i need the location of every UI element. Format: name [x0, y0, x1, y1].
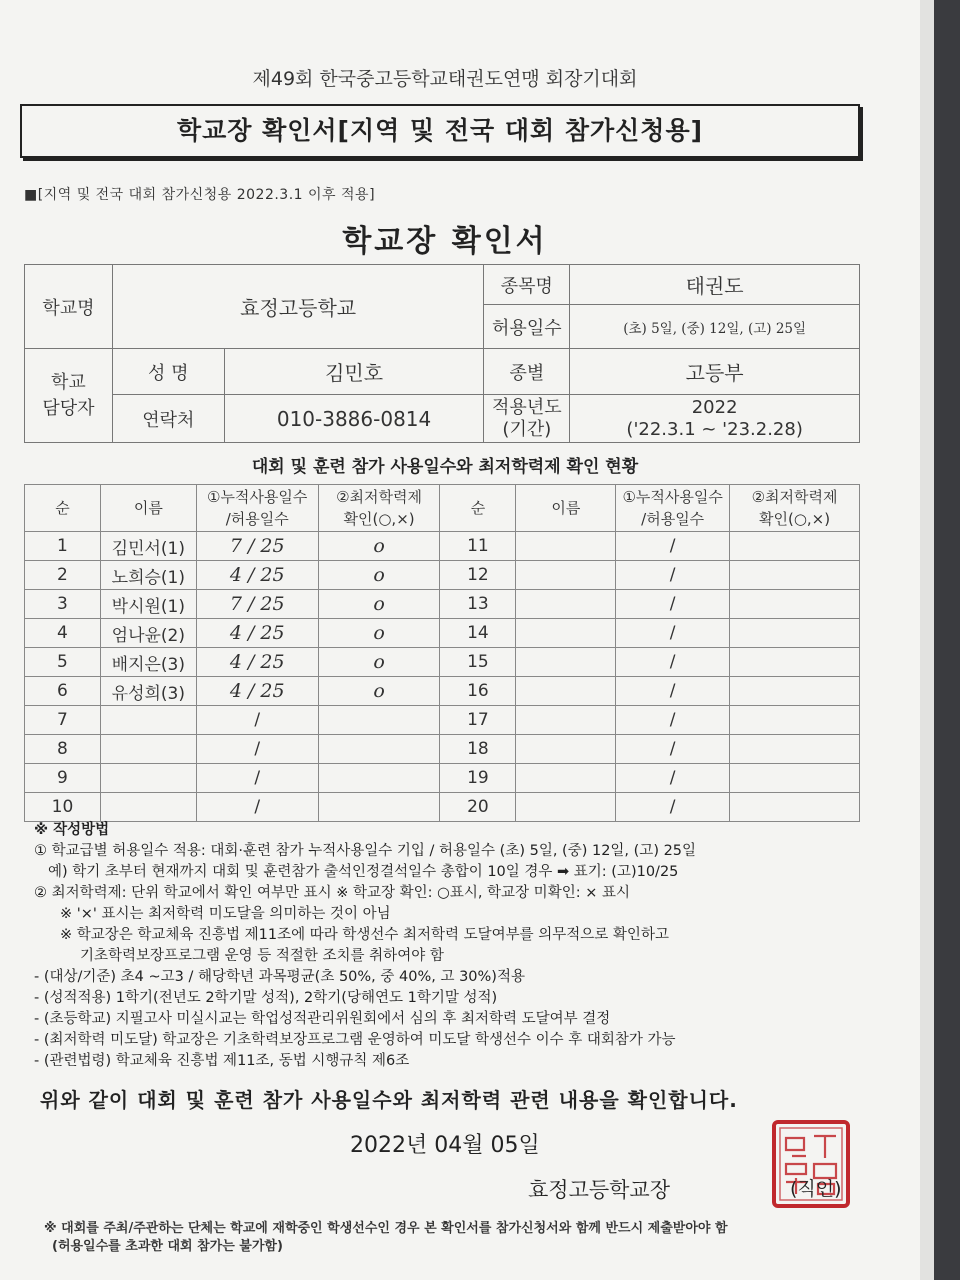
row-number: 6 — [25, 677, 101, 706]
grade-check — [318, 764, 440, 793]
method-line: ※ '×' 표시는 최저학력 미도달을 의미하는 것이 아님 — [60, 906, 391, 922]
student-name — [100, 793, 196, 822]
student-name: 노희승(1) — [100, 561, 196, 590]
col-name: 이름 — [100, 485, 196, 532]
student-name: 김민서(1) — [100, 532, 196, 561]
grade-check: o — [318, 590, 440, 619]
paper-edge — [920, 0, 934, 1280]
row-number: 15 — [440, 648, 516, 677]
document-title: 학교장 확인서 — [342, 224, 548, 259]
method-line: - (초등학교) 지필고사 미실시교는 학업성적관리위원회에서 심의 후 최저학력 도달여부 결정 — [34, 1011, 611, 1027]
issue-date: 2022년 04월 05일 — [350, 1133, 540, 1158]
name-label: 성 명 — [112, 349, 224, 395]
form-title: 학교장 확인서[지역 및 전국 대회 참가신청용] — [20, 104, 860, 158]
event-title: 제49회 한국중고등학교태권도연맹 회장기대회 — [252, 68, 638, 90]
grade-check — [730, 735, 860, 764]
student-name — [516, 764, 616, 793]
grade-check: o — [318, 648, 440, 677]
days-used: / — [196, 764, 318, 793]
footnote-line: (허용일수를 초과한 대회 참가는 불가함) — [52, 1239, 283, 1254]
days-used: / — [616, 619, 730, 648]
grade-check — [730, 619, 860, 648]
table-header — [25, 485, 860, 532]
row-number: 2 — [25, 561, 101, 590]
footnote — [44, 1220, 728, 1256]
days-used: / — [616, 561, 730, 590]
grade-check — [730, 793, 860, 822]
school-value: 효정고등학교 — [112, 265, 484, 349]
student-name — [516, 793, 616, 822]
days-used: / — [196, 793, 318, 822]
year-label: 적용년도 (기간) — [484, 395, 570, 443]
days-used: 7 / 25 — [196, 532, 318, 561]
contact-label: 연락처 — [112, 395, 224, 443]
grade-check — [730, 677, 860, 706]
student-name — [516, 735, 616, 764]
student-name — [516, 561, 616, 590]
row-number: 1 — [25, 532, 101, 561]
row-number: 8 — [25, 735, 101, 764]
col-days: ①누적사용일수 /허용일수 — [196, 485, 318, 532]
table-row — [25, 590, 860, 619]
table-row — [25, 619, 860, 648]
table-row — [25, 677, 860, 706]
status-title: 대회 및 훈련 참가 사용일수와 최저학력제 확인 현황 — [251, 457, 639, 477]
name-value: 김민호 — [224, 349, 484, 395]
days-used: / — [196, 735, 318, 764]
row-number: 9 — [25, 764, 101, 793]
row-number: 16 — [440, 677, 516, 706]
student-name — [516, 619, 616, 648]
row-number: 5 — [25, 648, 101, 677]
sport-value: 태권도 — [570, 265, 860, 305]
row-number: 4 — [25, 619, 101, 648]
col-name: 이름 — [516, 485, 616, 532]
table-row — [25, 648, 860, 677]
method-line: ※ 학교장은 학교체육 진흥법 제11조에 따라 학생선수 최저학력 도달여부를 의무적으로 확인하고 — [60, 927, 669, 943]
division-label: 종별 — [484, 349, 570, 395]
grade-check — [730, 532, 860, 561]
row-number: 3 — [25, 590, 101, 619]
grade-check: o — [318, 561, 440, 590]
days-used: / — [616, 735, 730, 764]
seal-label: (직인) — [790, 1178, 842, 1200]
grade-check — [730, 648, 860, 677]
days-used: / — [616, 677, 730, 706]
student-name — [516, 648, 616, 677]
student-name — [516, 677, 616, 706]
days-used: / — [616, 706, 730, 735]
method-line: 예) 학기 초부터 현재까지 대회 및 훈련참가 출석인정결석일수 총합이 10일 경우 ➡ 표기: (고)10/25 — [48, 864, 679, 880]
student-name — [100, 735, 196, 764]
grade-check — [730, 561, 860, 590]
sub-note: ■[지역 및 전국 대회 참가신청용 2022.3.1 이후 적용] — [24, 187, 376, 203]
grade-check — [318, 793, 440, 822]
grade-check — [318, 735, 440, 764]
row-number: 12 — [440, 561, 516, 590]
method-line: ① 학교급별 허용일수 적용: 대회·훈련 참가 누적사용일수 기입 / 허용일수 (초) 5일, (중) 12일, (고) 25일 — [34, 843, 697, 859]
col-check: ②최저학력제 확인(○,×) — [318, 485, 440, 532]
grade-check: o — [318, 677, 440, 706]
method-line: 기초학력보장프로그램 운영 등 적절한 조치를 취하여야 함 — [80, 948, 444, 964]
col-no: 순 — [25, 485, 101, 532]
row-number: 17 — [440, 706, 516, 735]
row-number: 18 — [440, 735, 516, 764]
col-check: ②최저학력제 확인(○,×) — [730, 485, 860, 532]
division-value: 고등부 — [570, 349, 860, 395]
days-used: / — [616, 793, 730, 822]
student-name — [516, 590, 616, 619]
days-used: 7 / 25 — [196, 590, 318, 619]
table-row — [25, 735, 860, 764]
sport-label: 종목명 — [484, 265, 570, 305]
days-used: 4 / 25 — [196, 648, 318, 677]
row-number: 13 — [440, 590, 516, 619]
allowed-days-value: (초) 5일, (중) 12일, (고) 25일 — [570, 305, 860, 349]
grade-check: o — [318, 619, 440, 648]
student-name — [516, 532, 616, 561]
confirm-statement: 위와 같이 대회 및 훈련 참가 사용일수와 최저학력 관련 내용을 확인합니다. — [40, 1088, 738, 1112]
days-used: / — [196, 706, 318, 735]
table-row — [25, 561, 860, 590]
grade-check: o — [318, 532, 440, 561]
col-days: ①누적사용일수 /허용일수 — [616, 485, 730, 532]
info-table — [24, 264, 860, 443]
row-number: 10 — [25, 793, 101, 822]
student-name — [516, 706, 616, 735]
signer-name: 효정고등학교장 — [528, 1178, 671, 1202]
person-label: 학교 담당자 — [25, 349, 113, 443]
student-name: 배지은(3) — [100, 648, 196, 677]
grade-check — [730, 706, 860, 735]
school-label: 학교명 — [25, 265, 113, 349]
year-cell — [570, 395, 860, 443]
method-line: - (대상/기준) 초4 ~고3 / 해당학년 과목평균(초 50%, 중 40%, 고 30%)적용 — [34, 969, 525, 985]
grade-check — [730, 590, 860, 619]
method-line: - (성적적용) 1학기(전년도 2학기말 성적), 2학기(당해연도 1학기말 성적) — [34, 990, 498, 1006]
student-name: 유성희(3) — [100, 677, 196, 706]
student-name — [100, 764, 196, 793]
method-line: - (관련법령) 학교체육 진흥법 제11조, 동법 시행규칙 제6조 — [34, 1053, 410, 1069]
row-number: 20 — [440, 793, 516, 822]
days-used: / — [616, 648, 730, 677]
days-used: 4 / 25 — [196, 619, 318, 648]
row-number: 14 — [440, 619, 516, 648]
grade-check — [318, 706, 440, 735]
days-used: 4 / 25 — [196, 561, 318, 590]
method-line: ※ 작성방법 — [34, 822, 110, 838]
writing-method — [34, 820, 874, 1072]
row-number: 19 — [440, 764, 516, 793]
period-value: ('22.3.1 ~ '23.2.28) — [626, 418, 803, 440]
days-used: / — [616, 590, 730, 619]
days-used: 4 / 25 — [196, 677, 318, 706]
student-name — [100, 706, 196, 735]
table-row — [25, 793, 860, 822]
row-number: 7 — [25, 706, 101, 735]
method-line: ② 최저학력제: 단위 학교에서 확인 여부만 표시 ※ 학교장 확인: ○표시, 학교장 미확인: × 표시 — [34, 885, 630, 901]
method-line: - (최저학력 미도달) 학교장은 기초학력보장프로그램 운영하여 미도달 학생선수 이수 후 대회참가 가능 — [34, 1032, 676, 1048]
grade-check — [730, 764, 860, 793]
year-value: 2022 — [691, 396, 738, 418]
table-row — [25, 532, 860, 561]
table-row — [25, 706, 860, 735]
days-used: / — [616, 532, 730, 561]
contact-value: 010-3886-0814 — [224, 395, 484, 443]
table-row — [25, 764, 860, 793]
row-number: 11 — [440, 532, 516, 561]
student-name: 엄나윤(2) — [100, 619, 196, 648]
col-no: 순 — [440, 485, 516, 532]
footnote-line: ※ 대회를 주최/주관하는 단체는 학교에 재학중인 학생선수인 경우 본 확인서를 참가신청서와 함께 반드시 제출받아야 함 — [44, 1221, 728, 1236]
allowed-days-label: 허용일수 — [484, 305, 570, 349]
days-used: / — [616, 764, 730, 793]
status-table — [24, 484, 860, 822]
student-name: 박시원(1) — [100, 590, 196, 619]
